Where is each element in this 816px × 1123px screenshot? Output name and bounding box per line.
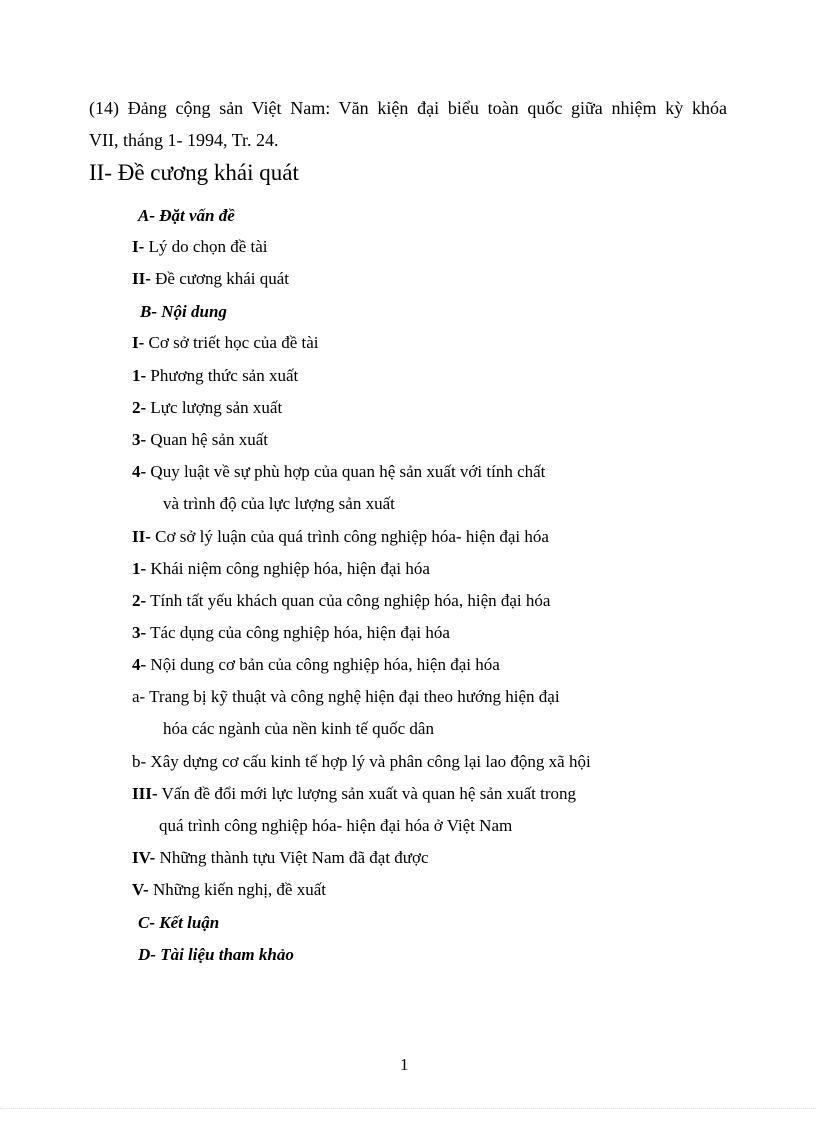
outline-text: Vấn đề đổi mới lực lượng sản xuất và quan hệ sản xuất trong bbox=[161, 784, 577, 803]
outline-text: Khái niệm công nghiệp hóa, hiện đại hóa bbox=[150, 559, 430, 578]
outline-text: Lực lượng sản xuất bbox=[150, 398, 283, 417]
outline-text: Nội dung cơ bản của công nghiệp hóa, hiện đại hóa bbox=[150, 655, 500, 674]
outline-text: Phương thức sản xuất bbox=[150, 366, 299, 385]
outline-text: Cơ sở lý luận của quá trình công nghiệp hóa- hiện đại hóa bbox=[155, 527, 549, 546]
outline-text: Những kiến nghị, đề xuất bbox=[152, 880, 326, 899]
outline-number: 4- bbox=[132, 462, 147, 481]
outline-item bbox=[132, 558, 430, 580]
outline-item-continuation: quá trình công nghiệp hóa- hiện đại hóa ở Việt Nam bbox=[159, 816, 513, 835]
outline-item bbox=[132, 847, 429, 869]
outline-number: V- bbox=[132, 880, 149, 899]
outline-text: Đề cương khái quát bbox=[155, 269, 290, 288]
outline-item bbox=[132, 622, 450, 644]
outline-item bbox=[132, 365, 298, 387]
outline-item bbox=[132, 236, 268, 258]
outline-number: 4- bbox=[132, 655, 147, 674]
section-heading: II- Đề cương khái quát bbox=[89, 160, 299, 185]
outline-subitem: a- Trang bị kỹ thuật và công nghệ hiện đại theo hướng hiện đại bbox=[132, 687, 560, 706]
outline-text: Quy luật về sự phù hợp của quan hệ sản xuất với tính chất bbox=[150, 462, 546, 481]
outline-text: Cơ sở triết học của đề tài bbox=[148, 333, 319, 352]
outline-number: 3- bbox=[132, 623, 147, 642]
reference-line-2: VII, tháng 1- 1994, Tr. 24. bbox=[89, 130, 279, 150]
outline-item bbox=[132, 654, 500, 676]
outline-item bbox=[132, 429, 268, 451]
outline-number: 1- bbox=[132, 366, 147, 385]
page-number: 1 bbox=[400, 1055, 409, 1074]
outline-number: III- bbox=[132, 784, 158, 803]
outline-number: II- bbox=[132, 269, 151, 288]
reference-line-1: (14) Đảng cộng sản Việt Nam: Văn kiện đại biểu toàn quốc giữa nhiệm kỳ khóa bbox=[89, 98, 727, 118]
outline-item bbox=[132, 783, 576, 805]
outline-item bbox=[132, 879, 326, 901]
outline-item bbox=[132, 268, 289, 290]
outline-section-b: B- Nội dung bbox=[140, 302, 227, 321]
outline-section-d: D- Tài liệu tham khảo bbox=[138, 945, 294, 964]
outline-item bbox=[132, 397, 282, 419]
outline-number: 2- bbox=[132, 591, 147, 610]
outline-item bbox=[132, 526, 549, 548]
outline-text: Tính tất yếu khách quan của công nghiệp hóa, hiện đại hóa bbox=[150, 591, 551, 610]
outline-text: Quan hệ sản xuất bbox=[150, 430, 268, 449]
outline-number: 2- bbox=[132, 398, 147, 417]
outline-number: IV- bbox=[132, 848, 156, 867]
outline-item-continuation: hóa các ngành của nền kinh tế quốc dân bbox=[163, 719, 434, 738]
outline-number: 3- bbox=[132, 430, 147, 449]
outline-text: Lý do chọn đề tài bbox=[148, 237, 268, 256]
outline-item bbox=[132, 332, 319, 354]
outline-subitem: b- Xây dựng cơ cấu kinh tế hợp lý và phân công lại lao động xã hội bbox=[132, 752, 591, 771]
outline-number: I- bbox=[132, 237, 145, 256]
outline-item-continuation: và trình độ của lực lượng sản xuất bbox=[163, 494, 395, 513]
outline-section-c: C- Kết luận bbox=[138, 913, 220, 932]
outline-text: Những thành tựu Việt Nam đã đạt được bbox=[159, 848, 429, 867]
page-bottom-rule bbox=[0, 1108, 816, 1109]
outline-text: Tác dụng của công nghiệp hóa, hiện đại hóa bbox=[150, 623, 450, 642]
outline-number: II- bbox=[132, 527, 151, 546]
outline-item bbox=[132, 590, 550, 612]
outline-number: I- bbox=[132, 333, 145, 352]
outline-section-a: A- Đặt vấn đề bbox=[138, 206, 235, 225]
outline-item bbox=[132, 461, 545, 483]
outline-number: 1- bbox=[132, 559, 147, 578]
